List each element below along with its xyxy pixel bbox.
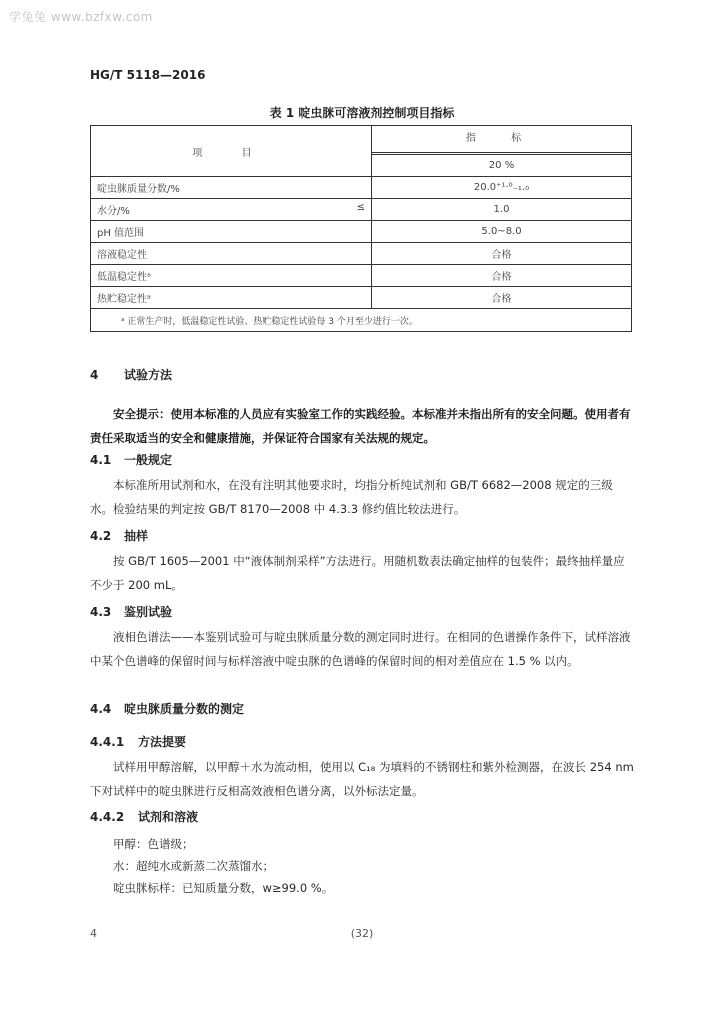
- value-cell: 5.0~8.0: [372, 221, 632, 243]
- col-header-item: 项 目: [91, 126, 372, 177]
- value-cell: 合格: [372, 287, 632, 309]
- table-row: [91, 199, 632, 221]
- table-row: [91, 287, 632, 309]
- section-title: 方法提要: [138, 735, 187, 749]
- section-number: 4.4.1: [90, 735, 125, 749]
- section-number: 4.4.2: [90, 810, 125, 824]
- item-cell: 低温稳定性ᵃ: [91, 265, 372, 287]
- section-title: 试剂和溶液: [138, 810, 199, 824]
- item-cell: 溶液稳定性: [91, 243, 372, 265]
- table-row: [91, 243, 632, 265]
- value-cell: 20.0⁺¹·⁰₋₁.₀: [372, 177, 632, 199]
- section-number: 4: [90, 368, 99, 382]
- value-cell: 1.0: [372, 199, 632, 221]
- paragraph-4-4-1: 试样用甲醇溶解，以甲醇＋水为流动相，使用以 C₁₈ 为填料的不锈钢柱和紫外检测器，在波长 254 nm 下对试样中的啶虫脒进行反相高效液相色谱分离，以外标法定量。: [90, 760, 634, 798]
- watermark: 学兔兔 www.bzfxw.com: [9, 10, 153, 24]
- item-cell: [91, 199, 372, 221]
- spec-table: [90, 125, 632, 332]
- table-row: [91, 221, 632, 243]
- table-row: [91, 177, 632, 199]
- limit-symbol: ≤: [356, 202, 365, 213]
- item-label: 水分/%: [97, 206, 130, 217]
- reagent-item: 甲醇：色谱级；: [113, 837, 194, 851]
- item-cell: pH 值范围: [91, 221, 372, 243]
- standard-number: HG/T 5118—2016: [90, 68, 206, 82]
- section-heading-4-4-1: [90, 733, 186, 750]
- document-page-number: (32): [350, 927, 374, 940]
- section-title: 试验方法: [124, 368, 173, 382]
- section-heading-4-2: [90, 527, 148, 544]
- section-number: 4.4: [90, 702, 112, 716]
- reagent-item: 啶虫脒标样：已知质量分数，w≥99.0 %。: [113, 881, 334, 895]
- section-number: 4.2: [90, 529, 112, 543]
- paragraph-4-1: 本标准所用试剂和水，在没有注明其他要求时，均指分析纯试剂和 GB/T 6682—2008 规定的三级水。检验结果的判定按 GB/T 8170—2008 中 4.3.3 修约值比较法进行。: [90, 478, 613, 516]
- grade-label: 20 %: [372, 154, 632, 176]
- table-row: [91, 265, 632, 287]
- safety-note: 安全提示：使用本标准的人员应有实验室工作的实践经验。本标准并未指出所有的安全问题。使用者有责任采取适当的安全和健康措施，并保证符合国家有关法规的规定。: [90, 407, 631, 445]
- value-cell: 合格: [372, 243, 632, 265]
- section-heading-4-4: [90, 700, 244, 717]
- paragraph-4-3: 液相色谱法——本鉴别试验可与啶虫脒质量分数的测定同时进行。在相同的色谱操作条件下，试样溶液中某个色谱峰的保留时间与标样溶液中啶虫脒的色谱峰的保留时间的相对差值应在 1.5 % 以内。: [90, 630, 631, 668]
- section-title: 一般规定: [124, 453, 173, 467]
- section-number: 4.1: [90, 453, 112, 467]
- section-title: 抽样: [124, 529, 149, 543]
- table-caption: 表 1 啶虫脒可溶液剂控制项目指标: [269, 106, 455, 120]
- item-cell: 热贮稳定性ᵃ: [91, 287, 372, 309]
- paragraph-4-2: 按 GB/T 1605—2001 中“液体制剂采样”方法进行。用随机数表法确定抽样的包装件；最终抽样量应不少于 200 mL。: [90, 554, 625, 592]
- index-label: 指 标: [372, 126, 631, 153]
- section-heading-4-4-2: [90, 808, 198, 825]
- section-heading-4-1: [90, 451, 172, 468]
- section-title: 啶虫脒质量分数的测定: [124, 702, 245, 716]
- section-heading-4: [90, 366, 172, 383]
- page-number: 4: [90, 927, 97, 940]
- section-title: 鉴别试验: [124, 605, 173, 619]
- col-header-index: [372, 126, 632, 155]
- reagent-item: 水：超纯水或新蒸二次蒸馏水；: [113, 859, 274, 873]
- value-cell: 合格: [372, 265, 632, 287]
- section-number: 4.3: [90, 605, 112, 619]
- section-heading-4-3: [90, 603, 172, 620]
- item-cell: 啶虫脒质量分数/%: [91, 177, 372, 199]
- table-footnote: ᵃ 正常生产时，低温稳定性试验、热贮稳定性试验每 3 个月至少进行一次。: [91, 309, 632, 332]
